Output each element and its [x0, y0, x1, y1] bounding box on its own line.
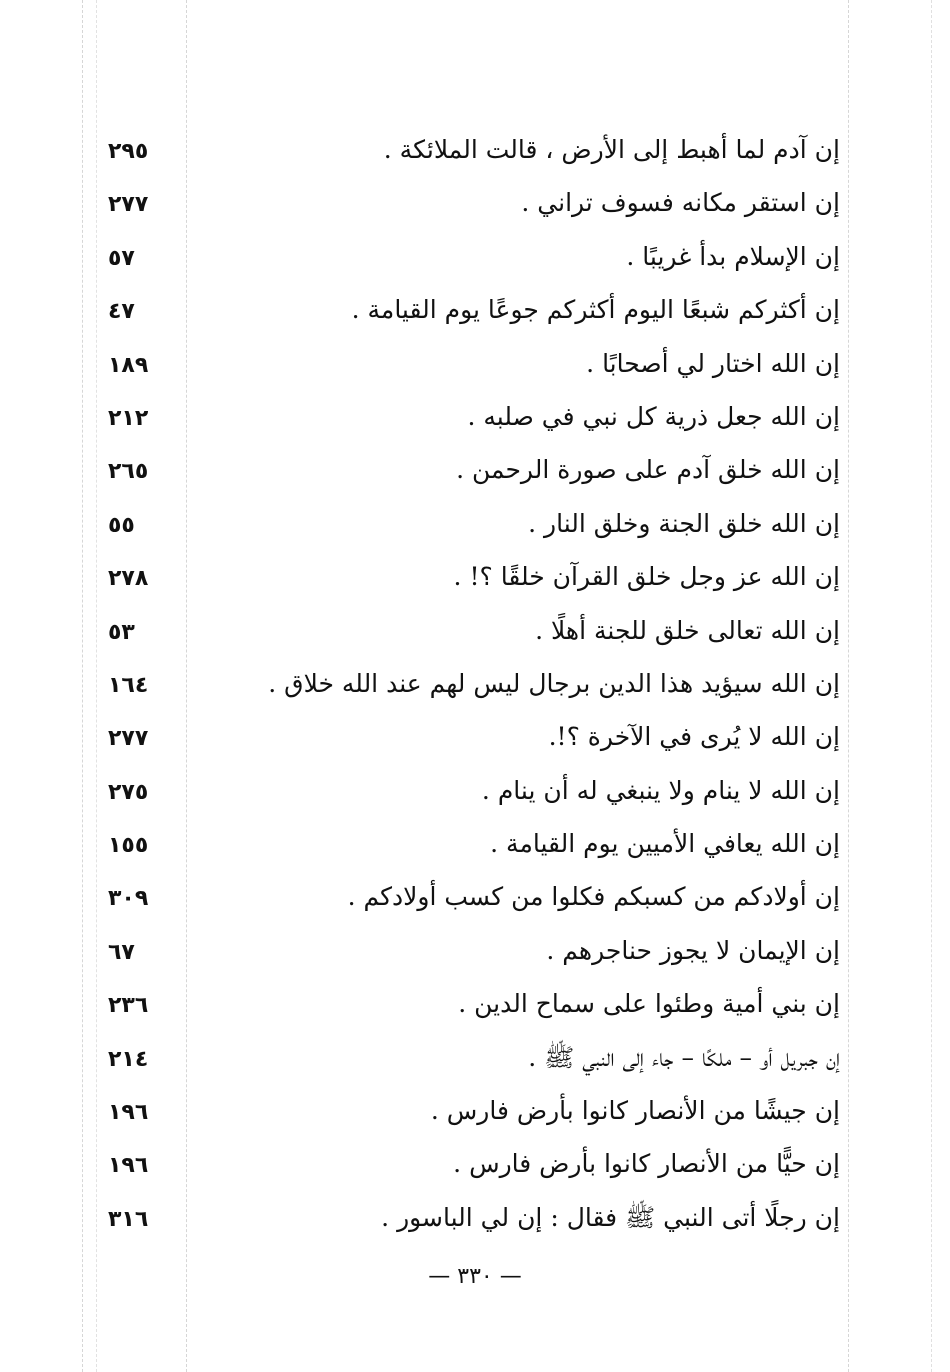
index-entry: [100, 1192, 840, 1245]
entry-page-number: ١٦٤: [108, 672, 149, 698]
entry-text: إن أكثركم شبعًا اليوم أكثركم جوعًا يوم القيامة .: [351, 295, 840, 325]
index-entry: [100, 978, 840, 1031]
entry-page-number: ٦٧: [108, 939, 135, 965]
index-entry: [100, 284, 840, 337]
entry-page-number: ٢١٤: [108, 1046, 149, 1072]
entry-page-number: ٢٦٥: [108, 459, 149, 485]
index-entry: [100, 1138, 840, 1191]
entry-text: إن الله سيؤيد هذا الدين برجال ليس لهم عند الله خلاق .: [268, 668, 840, 698]
entry-text: إن الله تعالى خلق للجنة أهلًا .: [535, 615, 840, 645]
entry-text: إن الله لا يُرى في الآخرة ؟!.: [548, 722, 840, 752]
index-entry: [100, 551, 840, 604]
scan-guide-line: [82, 0, 83, 1372]
entry-page-number: ١٨٩: [108, 352, 149, 378]
entry-page-number: ٢٧٨: [108, 566, 149, 592]
index-entry: [100, 338, 840, 391]
entry-text: إن آدم لما أهبط إلى الأرض ، قالت الملائكة .: [383, 135, 840, 164]
index-entry: [100, 818, 840, 871]
index-entry: [100, 124, 840, 177]
entry-text: إن بني أمية وطئوا على سماح الدين .: [458, 989, 840, 1019]
entry-page-number: ٣١٦: [108, 1206, 149, 1232]
entry-text: إن حيًّا من الأنصار كانوا بأرض فارس .: [453, 1149, 840, 1179]
entry-page-number: ٢٣٦: [108, 993, 149, 1019]
entry-page-number: ٢٩٥: [108, 139, 149, 164]
page-footer-number: — ٣٣٠ —: [428, 1264, 522, 1289]
index-entry: [100, 925, 840, 978]
index-entry: [100, 177, 840, 230]
entry-text: إن الله يعافي الأميين يوم القيامة .: [490, 829, 840, 859]
index-entry: [100, 871, 840, 924]
entry-page-number: ٣٠٩: [108, 886, 149, 912]
entry-text: إن جيشًا من الأنصار كانوا بأرض فارس .: [430, 1096, 840, 1126]
entry-text: إن جبريل أو – ملكًا – جاء إلى النبي ﷺ .: [528, 1042, 840, 1072]
entry-text: إن أولادكم من كسبكم فكلوا من كسب أولادكم .: [347, 882, 840, 912]
index-entry: [100, 498, 840, 551]
entry-page-number: ١٥٥: [108, 833, 149, 859]
index-entry: [100, 711, 840, 764]
entry-page-number: ١٩٦: [108, 1153, 149, 1179]
entry-page-number: ١٩٦: [108, 1100, 149, 1126]
index-entry: [100, 1032, 840, 1085]
entry-text: إن الله لا ينام ولا ينبغي له أن ينام .: [481, 775, 840, 805]
entry-text: إن الله خلق آدم على صورة الرحمن .: [456, 455, 840, 485]
hadith-index-list: [100, 124, 840, 1245]
entry-page-number: ٢٧٧: [108, 192, 149, 218]
index-entry: [100, 231, 840, 284]
index-entry: [100, 391, 840, 444]
entry-page-number: ٥٧: [108, 245, 135, 271]
entry-text: إن استقر مكانه فسوف تراني .: [521, 188, 840, 218]
entry-text: إن الله عز وجل خلق القرآن خلقًا ؟! .: [453, 562, 840, 592]
entry-text: إن الله جعل ذرية كل نبي في صلبه .: [467, 401, 840, 431]
index-entry: [100, 444, 840, 497]
index-entry: [100, 765, 840, 818]
scan-guide-line: [931, 0, 932, 1372]
scan-guide-line: [848, 0, 849, 1372]
entry-text: إن الإسلام بدأ غريبًا .: [626, 241, 840, 271]
entry-text: إن الله اختار لي أصحابًا .: [586, 348, 840, 378]
index-entry: [100, 1085, 840, 1138]
scan-guide-line: [96, 0, 97, 1372]
entry-page-number: ٢١٢: [108, 405, 149, 431]
entry-page-number: ٢٧٧: [108, 726, 149, 752]
entry-page-number: ٥٥: [108, 512, 135, 538]
entry-text: إن الله خلق الجنة وخلق النار .: [528, 508, 840, 538]
entry-text: إن رجلًا أتى النبي ﷺ فقال : إن لي الباسور .: [381, 1202, 840, 1232]
index-entry: [100, 605, 840, 658]
entry-page-number: ٤٧: [108, 299, 135, 325]
index-entry: [100, 658, 840, 711]
entry-page-number: ٥٣: [108, 619, 135, 645]
entry-text: إن الإيمان لا يجوز حناجرهم .: [546, 935, 840, 965]
entry-page-number: ٢٧٥: [108, 779, 149, 805]
